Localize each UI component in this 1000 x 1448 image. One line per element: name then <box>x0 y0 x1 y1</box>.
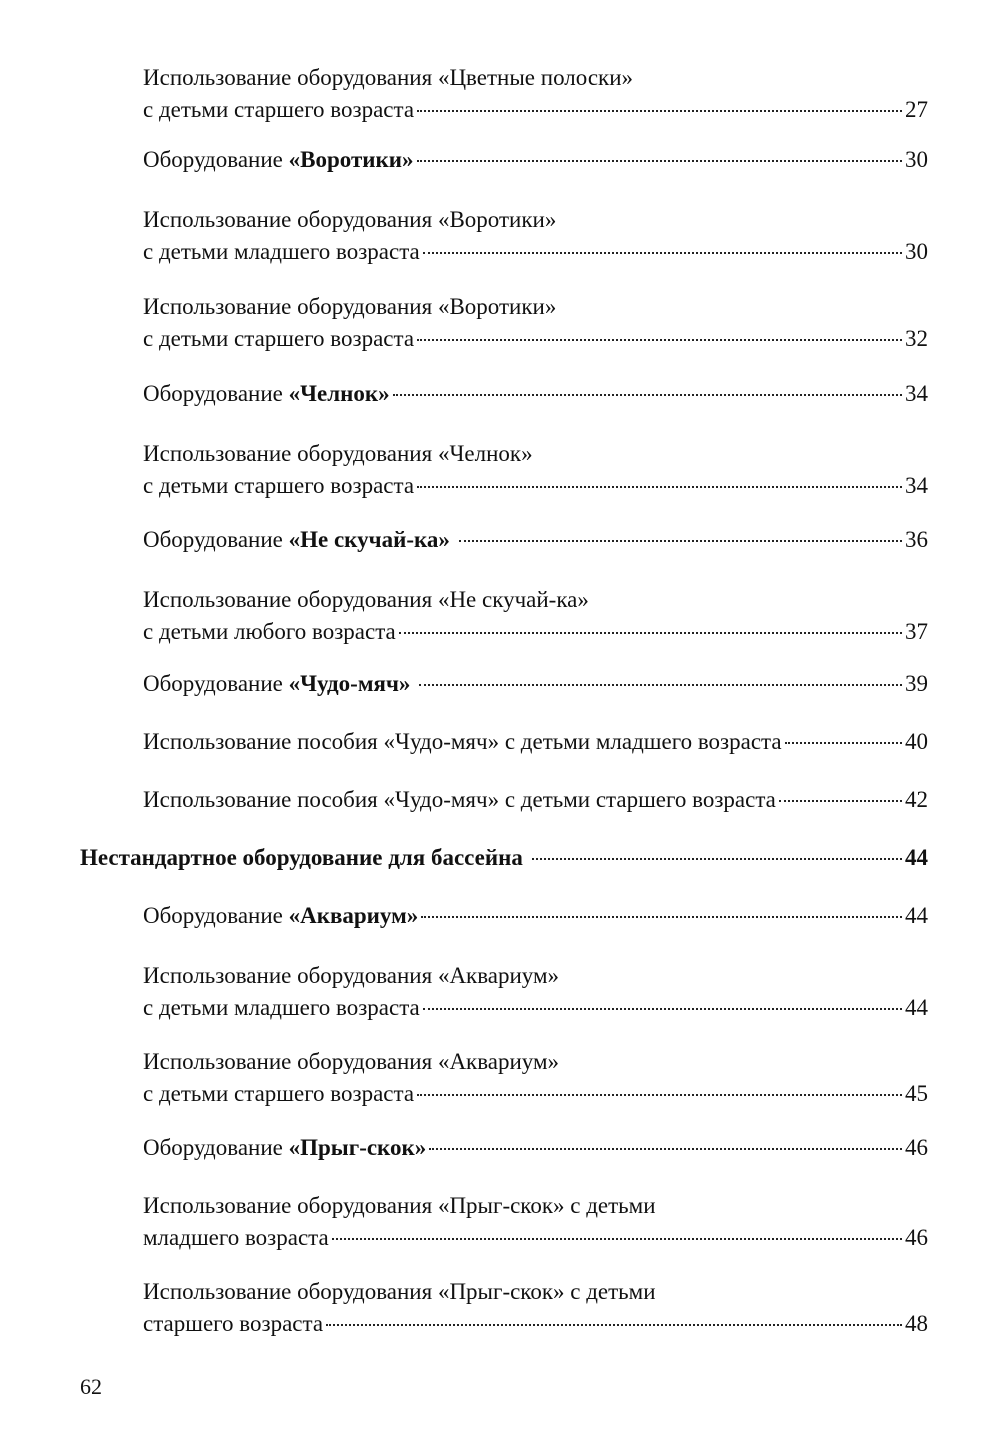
dot-leader <box>459 540 902 542</box>
toc-entry-line <box>80 842 928 874</box>
toc-entry-title <box>143 992 420 1024</box>
toc-entry-title <box>143 1222 329 1254</box>
toc-entry-page: 40 <box>905 729 928 754</box>
toc-entry-line <box>143 1222 928 1254</box>
toc-entry-page: 44 <box>905 845 928 870</box>
toc-entry-title-line: Использование оборудования «Не скучай-ка» <box>143 587 589 612</box>
toc-entry-title <box>143 524 456 556</box>
toc-entry-line <box>143 900 928 932</box>
toc-entry-text: Использование пособия «Чудо-мяч» с детьми младшего возраста <box>143 729 782 754</box>
dot-leader <box>417 339 902 341</box>
dot-leader <box>423 252 902 254</box>
toc-entry-line <box>143 1308 928 1340</box>
dot-leader <box>779 800 902 802</box>
toc-entry-trailing-space <box>410 671 416 696</box>
toc-entry-bold-text: «Аквариум» <box>288 903 419 928</box>
toc-entry-title-line: Использование оборудования «Челнок» <box>143 441 533 466</box>
toc-entry-title <box>143 668 416 700</box>
toc-entry-page: 34 <box>905 473 928 498</box>
dot-leader <box>417 110 902 112</box>
toc-entry-text: с детьми любого возраста <box>143 619 396 644</box>
toc-entry <box>143 1046 928 1110</box>
toc-entry-text: Оборудование <box>143 671 289 696</box>
toc-entry-text: с детьми младшего возраста <box>143 995 420 1020</box>
toc-entry <box>80 842 928 874</box>
toc-entry-text: Оборудование <box>143 1135 289 1160</box>
toc-entry <box>143 438 928 502</box>
toc-entry-title-line: Использование оборудования «Воротики» <box>143 207 557 232</box>
dot-leader <box>421 916 902 918</box>
toc-entry-title <box>143 900 418 932</box>
toc-entry-page: 46 <box>905 1135 928 1160</box>
toc-entry-page: 44 <box>905 903 928 928</box>
toc-entry-text: Оборудование <box>143 147 289 172</box>
toc-entry-line <box>143 616 928 648</box>
toc-entry-line <box>143 784 928 816</box>
toc-entry-title <box>143 1308 323 1340</box>
toc-entry-title <box>143 236 420 268</box>
toc-entry-title <box>143 470 414 502</box>
dot-leader <box>419 684 902 686</box>
toc-entry-title <box>143 323 414 355</box>
toc-entry-page: 39 <box>905 671 928 696</box>
toc-entry <box>143 291 928 355</box>
toc-entry-line <box>143 323 928 355</box>
toc-entry-line <box>143 668 928 700</box>
toc-entry-title <box>143 94 414 126</box>
toc-entry-line <box>143 470 928 502</box>
toc-entry-title <box>143 144 414 176</box>
toc-entry-title-line: Использование оборудования «Цветные полоски» <box>143 65 634 90</box>
toc-entry-bold-text: «Воротики» <box>288 147 414 172</box>
toc-entry <box>143 144 928 176</box>
toc-entry <box>143 1276 928 1340</box>
toc-entry-page: 36 <box>905 527 928 552</box>
toc-entry <box>143 900 928 932</box>
dot-leader <box>399 632 902 634</box>
toc-entry <box>143 204 928 268</box>
toc-entry-title-line: Использование оборудования «Аквариум» <box>143 963 560 988</box>
toc-entry-title <box>143 784 776 816</box>
toc-entry-title <box>143 1132 426 1164</box>
toc-entry-line <box>143 726 928 758</box>
toc-entry <box>143 584 928 648</box>
toc-entry-title-line: Использование оборудования «Прыг-скок» с детьми <box>143 1279 656 1304</box>
toc-entry <box>143 668 928 700</box>
toc-entry-title <box>143 726 782 758</box>
toc-entry-title <box>143 1078 414 1110</box>
toc-entry <box>143 378 928 410</box>
toc-entry-title-line: Использование оборудования «Воротики» <box>143 294 557 319</box>
toc-entry-text: Оборудование <box>143 381 289 406</box>
toc-entry-page: 30 <box>905 147 928 172</box>
toc-entry-line <box>143 144 928 176</box>
toc-entry-page: 45 <box>905 1081 928 1106</box>
toc-entry-line <box>143 378 928 410</box>
toc-entry-page: 27 <box>905 97 928 122</box>
toc-entry-title <box>143 616 396 648</box>
toc-entry <box>143 1190 928 1254</box>
dot-leader <box>417 1094 902 1096</box>
toc-entry-text: старшего возраста <box>143 1311 324 1336</box>
dot-leader <box>417 160 903 162</box>
dot-leader <box>393 394 902 396</box>
dot-leader <box>423 1008 902 1010</box>
toc-entry <box>143 726 928 758</box>
toc-entry <box>143 960 928 1024</box>
dot-leader <box>332 1238 902 1240</box>
dot-leader <box>326 1324 902 1326</box>
toc-entry-text: Использование пособия «Чудо-мяч» с детьми старшего возраста <box>143 787 776 812</box>
toc-entry-text: с детьми старшего возраста <box>143 97 415 122</box>
toc-entry <box>143 1132 928 1164</box>
toc-entry-text: с детьми младшего возраста <box>143 239 420 264</box>
toc-entry-page: 48 <box>905 1311 928 1336</box>
toc-entry-bold-text: «Чудо-мяч» <box>288 671 411 696</box>
toc-entry-bold-text: «Прыг-скок» <box>288 1135 427 1160</box>
toc-entry-bold-text: «Челнок» <box>288 381 390 406</box>
toc-entry-text: с детьми старшего возраста <box>143 473 415 498</box>
toc-entry-page: 46 <box>905 1225 928 1250</box>
toc-entry-title-line: Использование оборудования «Прыг-скок» с детьми <box>143 1193 656 1218</box>
toc-entry-page: 44 <box>905 995 928 1020</box>
toc-entry-page: 37 <box>905 619 928 644</box>
toc-entry-text: младшего возраста <box>143 1225 329 1250</box>
toc-entry-page: 42 <box>905 787 928 812</box>
dot-leader <box>532 858 902 860</box>
toc-entry-line <box>143 1132 928 1164</box>
toc-entry-line <box>143 236 928 268</box>
toc-entry-line <box>143 1078 928 1110</box>
toc-entry-trailing-space <box>450 527 456 552</box>
toc-entry-bold-text: «Не скучай-ка» <box>288 527 450 552</box>
toc-entry-text: Оборудование <box>143 527 289 552</box>
dot-leader <box>417 486 902 488</box>
toc-entry-page: 30 <box>905 239 928 264</box>
dot-leader <box>785 742 902 744</box>
toc-entry <box>143 62 928 126</box>
toc-entry <box>143 784 928 816</box>
page-number: 62 <box>80 1374 102 1399</box>
toc-entry-line <box>143 94 928 126</box>
toc-entry-line <box>143 992 928 1024</box>
toc-entry <box>143 524 928 556</box>
toc-entry-text: с детьми старшего возраста <box>143 1081 415 1106</box>
toc-entry-title <box>80 842 529 874</box>
toc-entry-line <box>143 524 928 556</box>
toc-entry-text: Оборудование <box>143 903 289 928</box>
dot-leader <box>429 1148 902 1150</box>
toc-entry-text: с детьми старшего возраста <box>143 326 415 351</box>
toc-entry-trailing-space <box>523 845 529 870</box>
toc-entry-page: 34 <box>905 381 928 406</box>
toc-entry-bold-text: Нестандартное оборудование для бассейна <box>80 845 523 870</box>
toc-entry-page: 32 <box>905 326 928 351</box>
toc-entry-title-line: Использование оборудования «Аквариум» <box>143 1049 560 1074</box>
toc-entry-title <box>143 378 390 410</box>
